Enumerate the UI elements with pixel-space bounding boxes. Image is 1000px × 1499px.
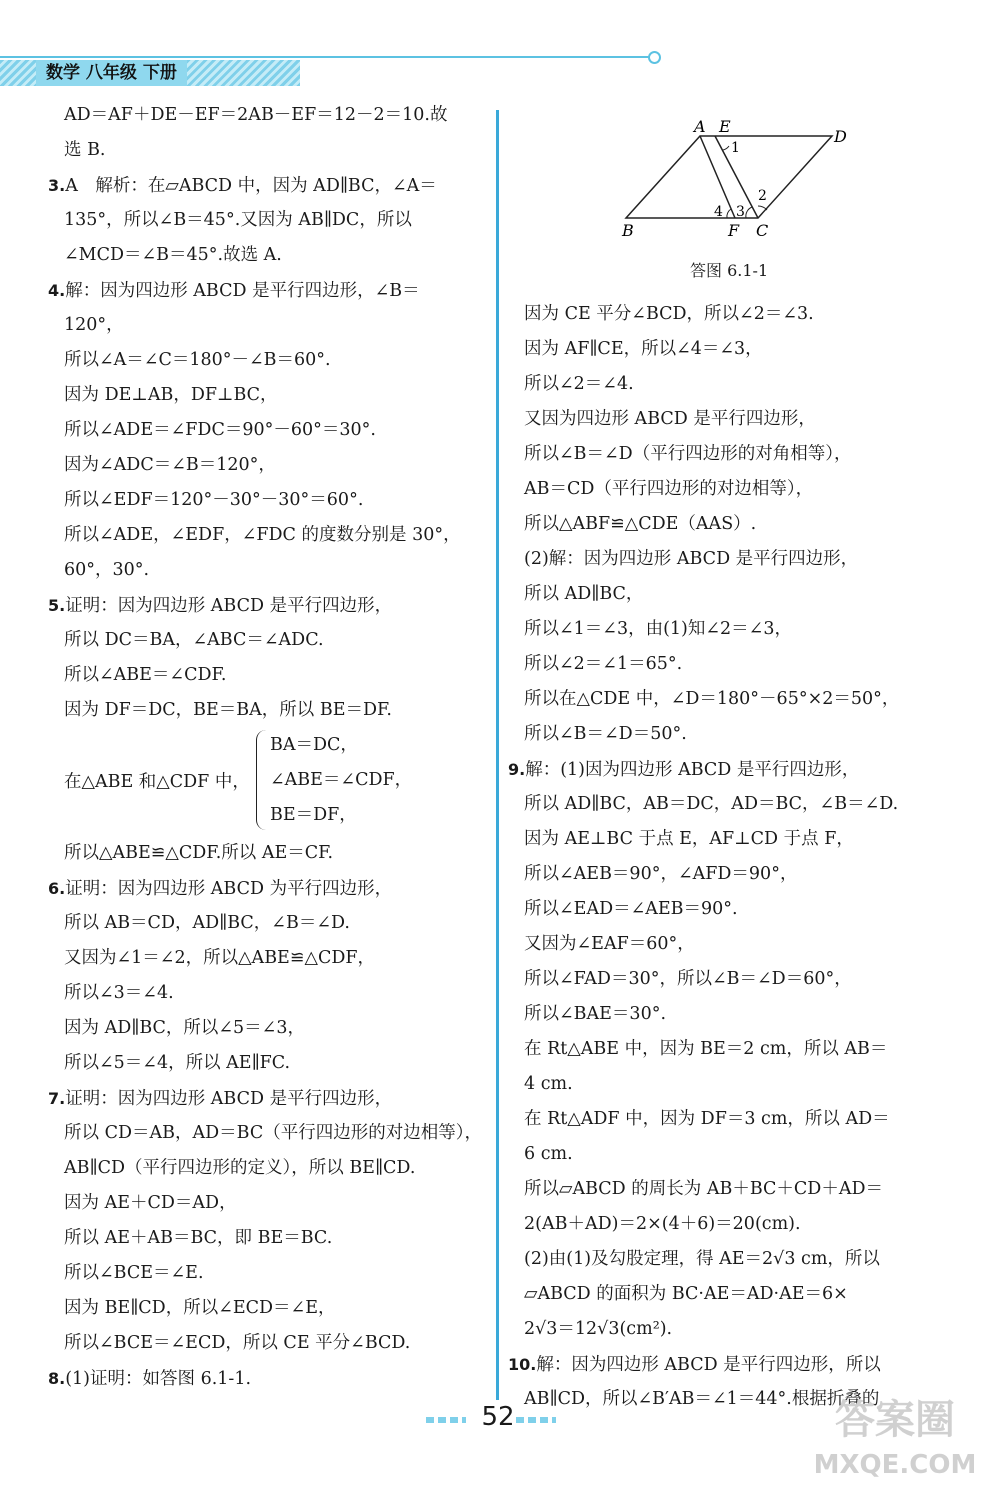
line-text: ▱ABCD 的面积为 BC·AE＝AD·AE＝6×	[524, 1284, 848, 1304]
line-text: 所以∠5＝∠4，所以 AE∥FC.	[64, 1053, 291, 1073]
line-text: 所以△ABE≌△CDF.所以 AE＝CF.	[64, 843, 334, 863]
text-line	[48, 553, 488, 588]
text-line	[508, 1102, 948, 1137]
problem-number: 5.	[48, 596, 66, 615]
brace-system	[48, 728, 488, 836]
line-text: 所以∠2＝∠4.	[524, 374, 634, 394]
line-text: 2(AB＋AD)＝2×(4＋6)＝20(cm).	[524, 1214, 801, 1234]
line-text: 在 Rt△ADF 中，因为 DF＝3 cm，所以 AD＝	[524, 1109, 890, 1129]
column-divider	[496, 110, 499, 1400]
text-line	[48, 871, 488, 906]
problem-number: 4.	[48, 281, 66, 300]
text-line	[508, 1347, 948, 1382]
line-text: 135°，所以∠B＝45°.又因为 AB∥DC，所以	[64, 210, 412, 230]
page-header	[0, 48, 660, 88]
text-line	[48, 623, 488, 658]
line-text: 因为 DE⊥AB，DF⊥BC，	[64, 385, 278, 405]
text-line	[48, 273, 488, 308]
line-text: 选 B.	[64, 140, 106, 160]
text-line	[508, 332, 948, 367]
left-column	[48, 98, 488, 1396]
line-text: 所以∠AEB＝90°，∠AFD＝90°，	[524, 864, 798, 884]
line-text: 因为∠ADC＝∠B＝120°，	[64, 455, 276, 475]
brace-item: BA＝DC，	[270, 735, 358, 755]
text-line	[508, 437, 948, 472]
text-line	[48, 693, 488, 728]
line-text: 4 cm.	[524, 1074, 573, 1094]
text-line	[508, 892, 948, 927]
line-text: (2)由(1)及勾股定理，得 AE＝2√3 cm，所以	[524, 1249, 880, 1269]
text-line	[508, 297, 948, 332]
line-text: 所以∠B＝∠D＝50°.	[524, 724, 687, 744]
text-line	[508, 472, 948, 507]
text-line	[508, 647, 948, 682]
line-text: 证明：因为四边形 ABCD 为平行四边形，	[65, 879, 393, 899]
text-line	[508, 577, 948, 612]
line-text: 解：因为四边形 ABCD 是平行四边形，所以	[536, 1355, 881, 1375]
line-text: 所以∠A＝∠C＝180°－∠B＝60°.	[64, 350, 331, 370]
line-text: 解：(1)因为四边形 ABCD 是平行四边形，	[525, 760, 860, 780]
text-line	[508, 507, 948, 542]
text-line	[48, 133, 488, 168]
line-text: 所以∠3＝∠4.	[64, 983, 174, 1003]
text-line	[508, 1172, 948, 1207]
line-text: AD＝AF＋DE－EF＝2AB－EF＝12－2＝10.故	[64, 105, 448, 125]
text-line	[48, 941, 488, 976]
figure-caption: 答图 6.1-1	[690, 261, 769, 280]
line-text: 所以在△CDE 中，∠D＝180°－65°×2＝50°，	[524, 689, 900, 709]
line-text: 所以 AE＋AB＝BC，即 BE＝BC.	[64, 1228, 333, 1248]
line-text: AB＝CD（平行四边形的对边相等），	[524, 479, 814, 499]
text-line	[508, 822, 948, 857]
line-text: 所以∠B＝∠D（平行四边形的对角相等），	[524, 444, 852, 464]
brace-symbol	[256, 730, 267, 830]
text-line	[508, 857, 948, 892]
text-line	[48, 1151, 488, 1186]
text-line	[48, 1291, 488, 1326]
watermark-title: 答案圈	[835, 1397, 955, 1443]
line-text: 因为 CE 平分∠BCD，所以∠2＝∠3.	[524, 304, 814, 324]
line-text: 又因为∠1＝∠2，所以△ABE≌△CDF，	[64, 948, 376, 968]
text-line	[48, 1081, 488, 1116]
line-text: AB∥CD，所以∠B′AB＝∠1＝44°.根据折叠的	[524, 1389, 880, 1409]
line-text: 因为 AF∥CE，所以∠4＝∠3，	[524, 339, 763, 359]
text-line	[508, 1032, 948, 1067]
parallelogram-diagram	[610, 110, 870, 260]
text-line	[48, 168, 488, 203]
label-b: B	[622, 221, 634, 240]
line-text: 120°，	[64, 315, 124, 335]
text-line	[48, 308, 488, 343]
angle-label-4: 4	[714, 204, 723, 220]
line-text: 所以∠ADE，∠EDF，∠FDC 的度数分别是 30°，	[64, 525, 461, 545]
problem-number: 8.	[48, 1369, 66, 1388]
text-line	[508, 542, 948, 577]
label-c: C	[756, 221, 769, 240]
line-text: 所以 CD＝AB，AD＝BC（平行四边形的对边相等），	[64, 1123, 482, 1143]
text-line	[48, 658, 488, 693]
text-line	[508, 1277, 948, 1312]
text-line	[508, 787, 948, 822]
text-line	[48, 378, 488, 413]
text-line	[508, 1137, 948, 1172]
label-f: F	[728, 221, 740, 240]
text-line	[508, 1312, 948, 1347]
line-text: 所以 AD∥BC，AB＝DC，AD＝BC，∠B＝∠D.	[524, 794, 899, 814]
problem-number: 10.	[508, 1355, 537, 1374]
line-text: 所以 AB＝CD，AD∥BC，∠B＝∠D.	[64, 913, 350, 933]
angle-label-2: 2	[758, 188, 767, 204]
line-text: 所以 DC＝BA，∠ABC＝∠ADC.	[64, 630, 324, 650]
label-a: A	[694, 117, 706, 136]
line-text: A 解析：在▱ABCD 中，因为 AD∥BC，∠A＝	[65, 176, 437, 196]
text-line	[508, 717, 948, 752]
line-text: 所以∠1＝∠3，由(1)知∠2＝∠3，	[524, 619, 792, 639]
text-line	[508, 682, 948, 717]
text-line	[508, 402, 948, 437]
line-text: 60°，30°.	[64, 560, 150, 580]
line-text: (1)证明：如答图 6.1-1.	[65, 1369, 252, 1389]
line-text: (2)解：因为四边形 ABCD 是平行四边形，	[524, 549, 859, 569]
header-rule-end-dot	[648, 51, 661, 64]
line-text: 所以∠2＝∠1＝65°.	[524, 654, 683, 674]
line-text: 所以∠BCE＝∠ECD，所以 CE 平分∠BCD.	[64, 1333, 411, 1353]
line-text: 因为 AE＋CD＝AD，	[64, 1193, 237, 1213]
text-line	[48, 1186, 488, 1221]
text-line	[48, 1326, 488, 1361]
text-line	[48, 98, 488, 133]
text-line	[508, 367, 948, 402]
line-text: 6 cm.	[524, 1144, 573, 1164]
text-line	[508, 962, 948, 997]
line-text: 所以∠BAE＝30°.	[524, 1004, 667, 1024]
text-line	[48, 1116, 488, 1151]
angle-label-1: 1	[731, 140, 740, 156]
text-line	[48, 238, 488, 273]
right-column	[508, 297, 948, 1417]
page-dots-right	[516, 1417, 556, 1423]
line-text: 所以∠ABE＝∠CDF.	[64, 665, 227, 685]
text-line	[48, 976, 488, 1011]
line-text: 又因为∠EAF＝60°，	[524, 934, 695, 954]
line-text: 因为 AE⊥BC 于点 E，AF⊥CD 于点 F，	[524, 829, 854, 849]
label-d: D	[834, 127, 847, 146]
text-line	[48, 1256, 488, 1291]
text-line	[48, 836, 488, 871]
problem-number: 9.	[508, 760, 526, 779]
line-text: 2√3＝12√3(cm²).	[524, 1319, 673, 1339]
text-line	[48, 1361, 488, 1396]
problem-number: 3.	[48, 176, 66, 195]
text-line	[508, 927, 948, 962]
watermark-url: MXQE.COM	[813, 1450, 977, 1480]
figure-6-1-1	[610, 110, 870, 290]
brace-prefix: 在△ABE 和△CDF 中，	[64, 772, 250, 792]
line-text: 所以∠EDF＝120°－30°－30°＝60°.	[64, 490, 364, 510]
line-text: 又因为四边形 ABCD 是平行四边形，	[524, 409, 816, 429]
text-line	[48, 1046, 488, 1081]
line-text: AB∥CD（平行四边形的定义），所以 BE∥CD.	[64, 1158, 416, 1178]
line-text: 证明：因为四边形 ABCD 是平行四边形，	[65, 1089, 393, 1109]
text-line	[508, 1242, 948, 1277]
line-text: 因为 DF＝DC，BE＝BA，所以 BE＝DF.	[64, 700, 392, 720]
text-line	[48, 588, 488, 623]
brace-item: ∠ABE＝∠CDF，	[270, 770, 413, 790]
header-title: 数学 八年级 下册	[36, 60, 187, 86]
line-text: 所以∠EAD＝∠AEB＝90°.	[524, 899, 738, 919]
line-text: 在 Rt△ABE 中，因为 BE＝2 cm，所以 AB＝	[524, 1039, 888, 1059]
brace-items	[270, 728, 412, 833]
line-text: 因为 BE∥CD，所以∠ECD＝∠E，	[64, 1298, 336, 1318]
text-line	[48, 1221, 488, 1256]
watermark	[800, 1395, 990, 1490]
text-line	[48, 1011, 488, 1046]
line-text: 因为 AD∥BC，所以∠5＝∠3，	[64, 1018, 305, 1038]
line-text: 所以∠BCE＝∠E.	[64, 1263, 204, 1283]
line-text: 所以 AD∥BC，	[524, 584, 644, 604]
text-line	[48, 906, 488, 941]
text-line	[508, 997, 948, 1032]
text-line	[508, 612, 948, 647]
text-line	[48, 518, 488, 553]
label-e: E	[719, 117, 731, 136]
brace-item: BE＝DF，	[270, 805, 357, 825]
line-text: 所以∠FAD＝30°，所以∠B＝∠D＝60°，	[524, 969, 852, 989]
text-line	[508, 1207, 948, 1242]
page-number: 52	[481, 1402, 515, 1432]
text-line	[48, 343, 488, 378]
line-text: 所以▱ABCD 的周长为 AB＋BC＋CD＋AD＝	[524, 1179, 883, 1199]
line-text: 所以∠ADE＝∠FDC＝90°－60°＝30°.	[64, 420, 376, 440]
line-text: ∠MCD＝∠B＝45°.故选 A.	[64, 245, 282, 265]
text-line	[508, 752, 948, 787]
text-line	[48, 413, 488, 448]
angle-label-3: 3	[736, 204, 745, 220]
line-text: 解：因为四边形 ABCD 是平行四边形，∠B＝	[65, 281, 420, 301]
problem-number: 6.	[48, 879, 66, 898]
line-text: 证明：因为四边形 ABCD 是平行四边形，	[65, 596, 393, 616]
line-text: 所以△ABF≌△CDE（AAS）.	[524, 514, 757, 534]
text-line	[48, 203, 488, 238]
text-line	[508, 1067, 948, 1102]
text-line	[48, 483, 488, 518]
problem-number: 7.	[48, 1089, 66, 1108]
header-rule	[0, 56, 650, 58]
text-line	[48, 448, 488, 483]
